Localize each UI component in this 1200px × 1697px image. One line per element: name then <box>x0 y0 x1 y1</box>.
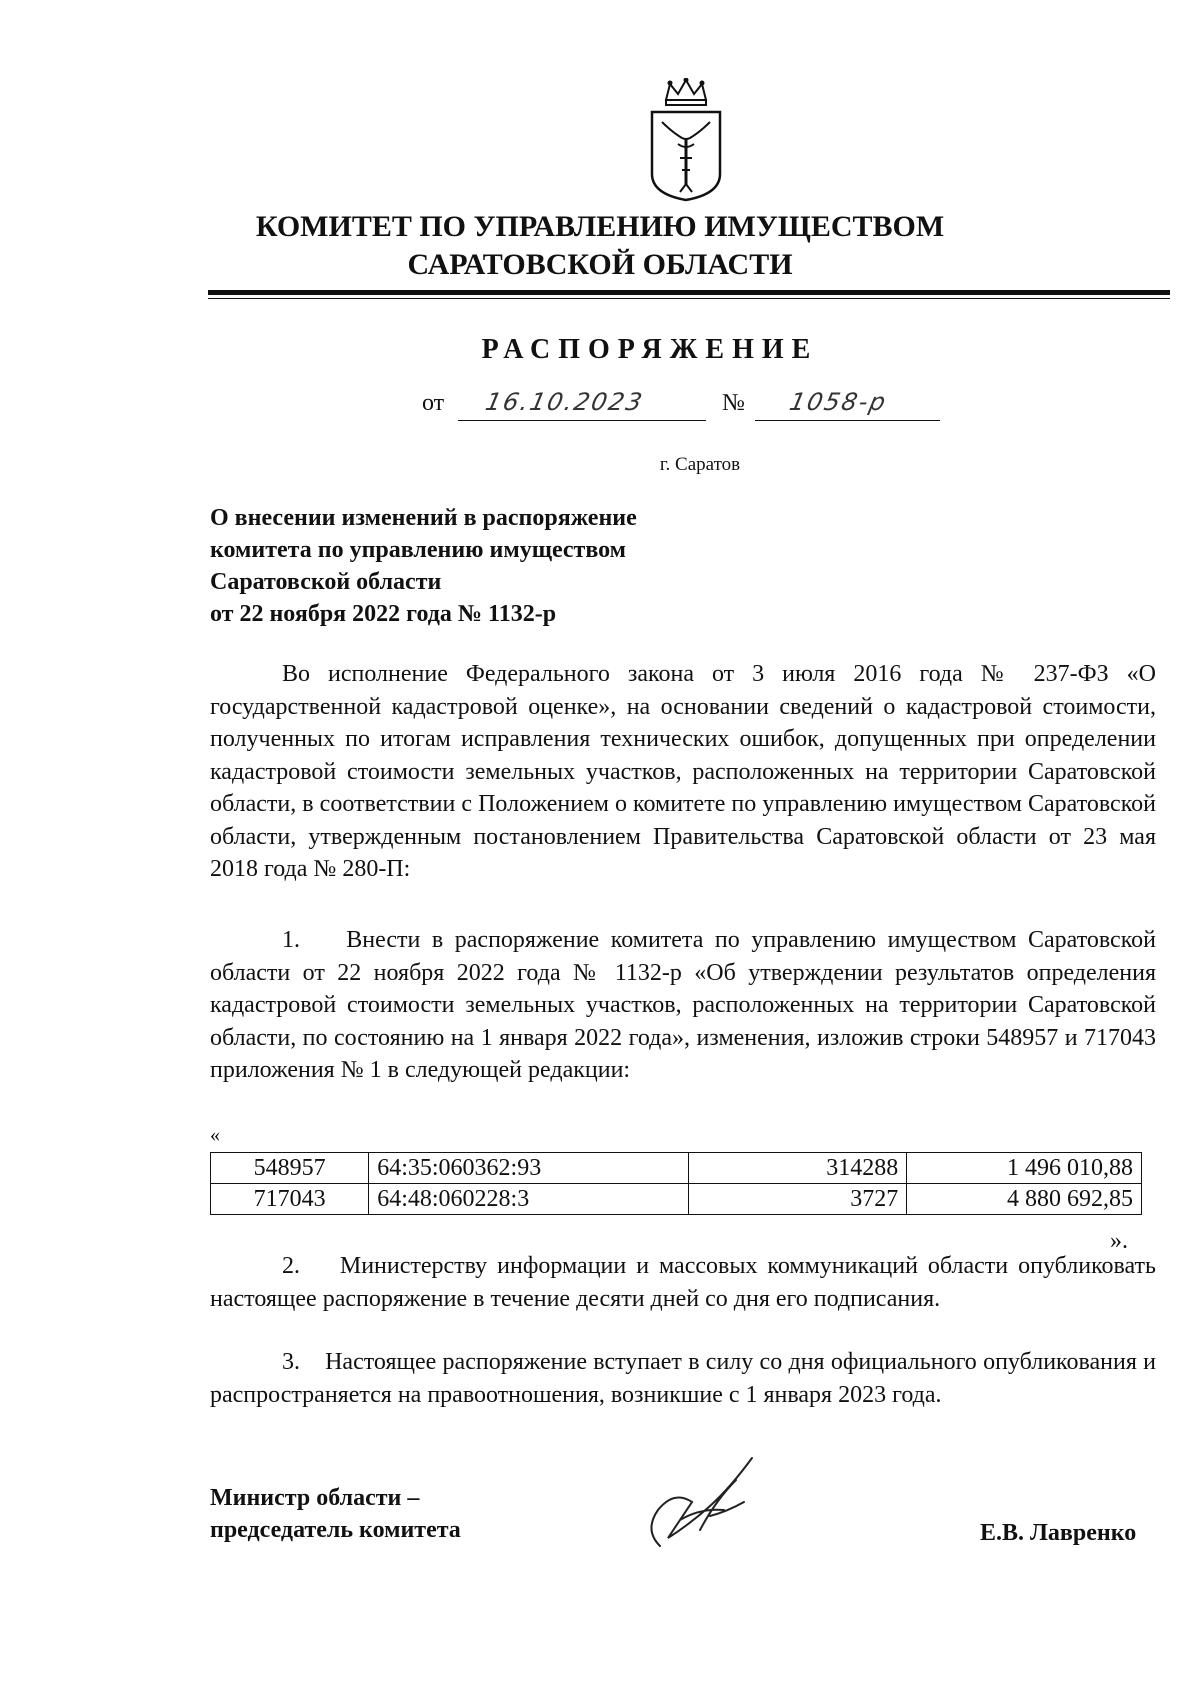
table-cell: 64:48:060228:3 <box>369 1184 688 1215</box>
subject-line: Саратовской области <box>210 569 442 595</box>
date-handwritten: 16.10.2023 <box>483 388 647 416</box>
date-prefix: от <box>422 390 445 416</box>
table-cell: 314288 <box>688 1153 907 1184</box>
cadastral-table <box>210 1152 1142 1215</box>
handwritten-signature-icon <box>640 1450 780 1560</box>
table-cell: 717043 <box>211 1184 369 1215</box>
preamble-paragraph: Во исполнение Федерального закона от 3 июля 2016 года № 237-ФЗ «О государственной кадастровой оценке», на основании сведений о кадастровой стоимости, полученных по итогам исправления технических ошибок, допущенных при определении кадастровой стоимости земельных участков, расположенных на территории Саратовской области, в соответствии с Положением о комитете по управлению имуществом Саратовской области, утвержденным постановлением Правительства Саратовской области от 23 мая 2018 года № 280-П: <box>210 661 1156 882</box>
number-underline <box>755 420 940 421</box>
subject-line: от 22 ноября 2022 года № 1132-р <box>210 601 557 627</box>
city: г. Саратов <box>659 454 741 475</box>
signatory-position <box>210 1482 461 1546</box>
position-line: председатель комитета <box>210 1517 461 1543</box>
subject-line: О внесении изменений в распоряжение <box>210 505 637 531</box>
document-subject <box>210 502 770 630</box>
table-cell: 4 880 692,85 <box>907 1184 1142 1215</box>
org-title-line2: САРАТОВСКОЙ ОБЛАСТИ <box>407 248 793 281</box>
signatory-name: Е.В. Лавренко <box>980 1520 1137 1546</box>
table-cell: 1 496 010,88 <box>907 1153 1142 1184</box>
number-prefix: № <box>722 390 745 416</box>
subject-line: комитета по управлению имуществом <box>210 537 627 563</box>
org-title-line1: КОМИТЕТ ПО УПРАВЛЕНИЮ ИМУЩЕСТВОМ <box>255 210 945 243</box>
quote-close: ». <box>1110 1228 1128 1254</box>
item-2-paragraph: 2. Министерству информации и массовых коммуникаций области опубликовать настоящее распоряжение в течение десяти дней со дня его подписания. <box>210 1253 1156 1312</box>
table-cell: 548957 <box>211 1153 369 1184</box>
document-type: РАСПОРЯЖЕНИЕ <box>481 334 819 365</box>
table-row <box>211 1184 1142 1215</box>
table-cell: 64:35:060362:93 <box>369 1153 688 1184</box>
table-cell: 3727 <box>688 1184 907 1215</box>
date-underline <box>458 420 706 421</box>
item-3-paragraph: 3. Настоящее распоряжение вступает в силу со дня официального опубликования и распространяется на правоотношения, возникшие с 1 января 2023 года. <box>210 1349 1156 1408</box>
item-1-paragraph: 1. Внести в распоряжение комитета по управлению имуществом Саратовской области от 22 ноября 2022 года № 1132-р «Об утверждении результатов определения кадастровой стоимости земельных участков, расположенных на территории Саратовской области, по состоянию на 1 января 2022 года», изменения, изложив строки 548957 и 717043 приложения № 1 в следующей редакции: <box>210 927 1156 1083</box>
number-handwritten: 1058-р <box>787 388 890 416</box>
header-rule-thick <box>208 290 1170 295</box>
position-line: Министр области – <box>210 1485 420 1511</box>
table-row <box>211 1153 1142 1184</box>
quote-open: « <box>210 1124 220 1146</box>
header-rule-thin <box>208 298 1170 299</box>
coat-of-arms-icon <box>648 78 724 202</box>
